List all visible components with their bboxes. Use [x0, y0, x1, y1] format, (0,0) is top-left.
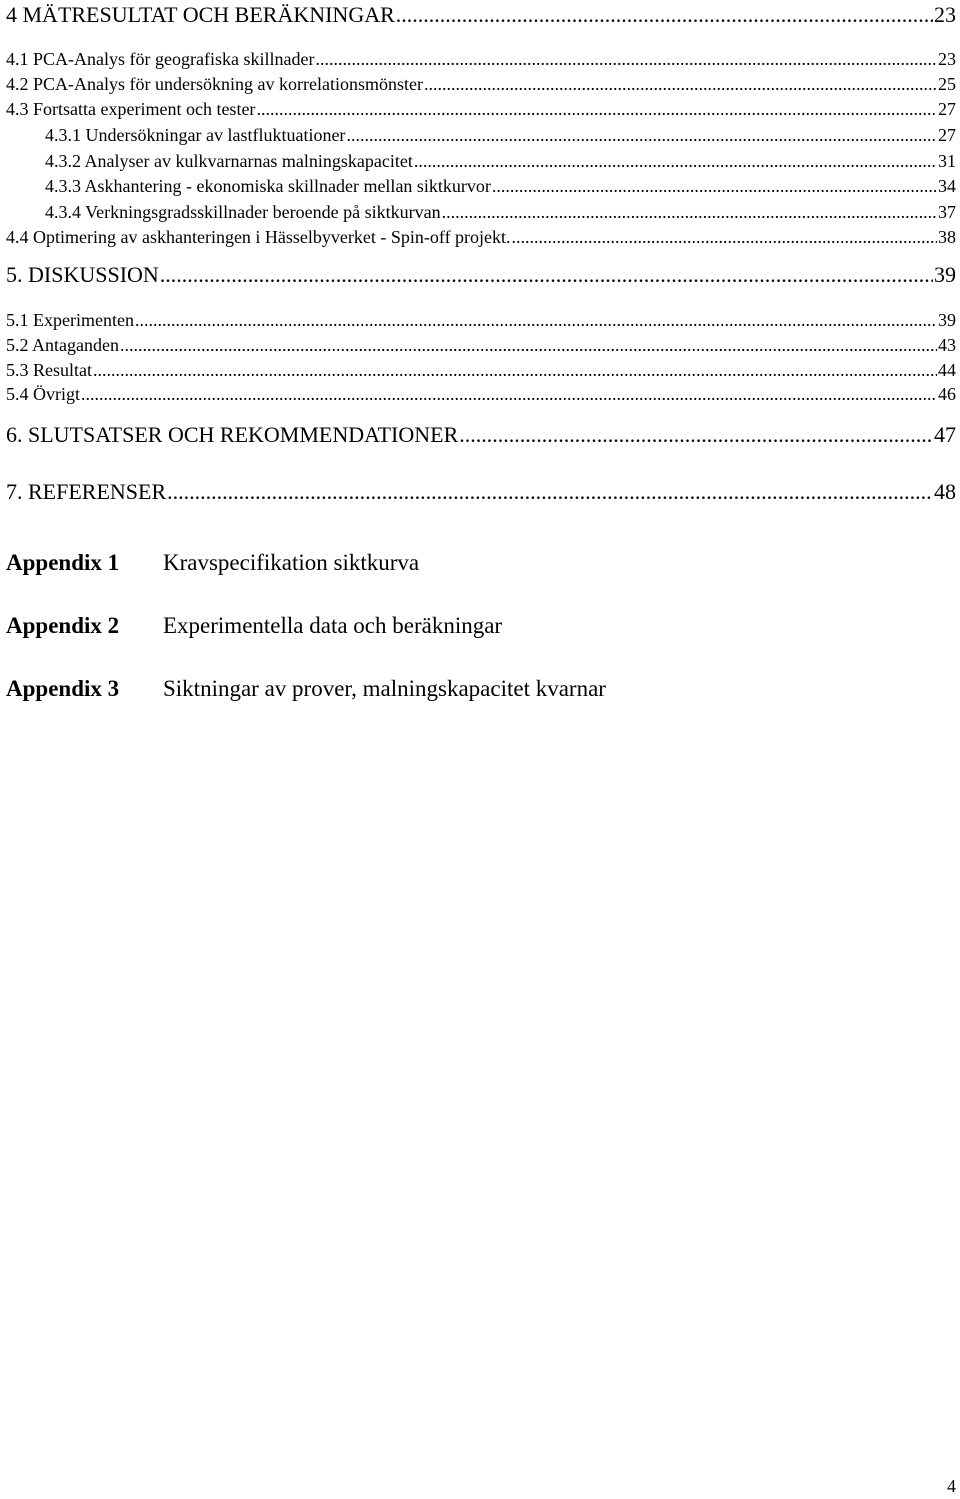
toc-leader — [93, 360, 937, 381]
appendix-label: Appendix 2 — [6, 613, 120, 638]
toc-entry[interactable] — [45, 125, 956, 146]
appendix-row[interactable] — [6, 550, 906, 576]
appendix-label: Appendix 3 — [6, 676, 120, 701]
toc-entry-page: 25 — [938, 74, 956, 94]
toc-entry-page: 46 — [938, 384, 956, 404]
toc-entry-label: 4.3.2 Analyser av kulkvarnarnas malningskapacitet — [45, 151, 413, 171]
toc-entry-label: 4.2 PCA-Analys för undersökning av korrelationsmönster — [6, 74, 423, 94]
toc-entry-page: 27 — [938, 99, 956, 119]
toc-entry[interactable] — [45, 202, 956, 223]
toc-entry-page: 37 — [938, 202, 956, 222]
toc-leader — [256, 99, 937, 120]
toc-entry[interactable] — [6, 227, 956, 248]
toc-leader — [459, 422, 933, 448]
toc-entry-page: 23 — [938, 49, 956, 69]
toc-entry[interactable] — [6, 422, 956, 448]
appendix-title: Experimentella data och beräkningar — [163, 613, 503, 638]
toc-entry[interactable] — [6, 49, 956, 70]
toc-leader — [346, 125, 937, 146]
toc-entry-page: 39 — [938, 310, 956, 330]
appendix-title: Siktningar av prover, malningskapacitet kvarnar — [163, 676, 606, 701]
toc-entry[interactable] — [6, 479, 956, 505]
toc-entry[interactable] — [6, 262, 956, 288]
toc-entry[interactable] — [6, 335, 956, 356]
toc-entry-label: 5. DISKUSSION — [6, 262, 159, 287]
toc-leader — [135, 310, 937, 331]
toc-entry-page: 44 — [938, 360, 956, 380]
toc-entry[interactable] — [6, 99, 956, 120]
toc-entry-label: 4.3.3 Askhantering - ekonomiska skillnader mellan siktkurvor — [45, 176, 491, 196]
toc-leader — [442, 202, 937, 223]
toc-entry[interactable] — [6, 310, 956, 331]
toc-leader — [315, 49, 937, 70]
appendix-label: Appendix 1 — [6, 550, 120, 575]
toc-entry-label: 4.3.1 Undersökningar av lastfluktuationer — [45, 125, 346, 145]
toc-entry-page: 31 — [938, 151, 956, 171]
toc-entry-label: 5.1 Experimenten — [6, 310, 134, 330]
toc-leader — [424, 74, 937, 95]
toc-entry-page: 34 — [938, 176, 956, 196]
toc-entry-label: 4.4 Optimering av askhanteringen i Hässelbyverket - Spin-off projekt. — [6, 227, 511, 247]
toc-entry-label: 6. SLUTSATSER OCH REKOMMENDATIONER — [6, 422, 459, 447]
toc-entry[interactable] — [45, 151, 956, 172]
toc-entry[interactable] — [6, 74, 956, 95]
toc-entry-page: 38 — [938, 227, 956, 247]
toc-entry-page: 47 — [934, 422, 956, 447]
appendix-row[interactable] — [6, 613, 906, 639]
page-number: 4 — [947, 1476, 956, 1496]
toc-leader — [81, 384, 937, 405]
toc-leader — [396, 2, 933, 28]
toc-leader — [160, 262, 933, 288]
toc-entry-label: 4.3.4 Verkningsgradsskillnader beroende på siktkurvan — [45, 202, 441, 222]
toc-entry-label: 4 MÄTRESULTAT OCH BERÄKNINGAR — [6, 2, 395, 27]
toc-entry-page: 48 — [934, 479, 956, 504]
toc-entry[interactable] — [6, 360, 956, 381]
appendix-title: Kravspecifikation siktkurva — [163, 550, 420, 575]
toc-leader — [512, 227, 937, 248]
toc-entry-label: 7. REFERENSER — [6, 479, 167, 504]
toc-entry-page: 43 — [938, 335, 956, 355]
appendix-row[interactable] — [6, 676, 906, 702]
toc-entry-label: 5.4 Övrigt — [6, 384, 80, 404]
toc-entry[interactable] — [45, 176, 956, 197]
toc-entry-page: 39 — [934, 262, 956, 287]
toc-leader — [414, 151, 937, 172]
toc-entry-page: 23 — [934, 2, 956, 27]
toc-entry-label: 4.1 PCA-Analys för geografiska skillnader — [6, 49, 315, 69]
toc-entry[interactable] — [6, 384, 956, 405]
toc-leader — [167, 479, 933, 505]
toc-entry-label: 4.3 Fortsatta experiment och tester — [6, 99, 256, 119]
toc-entry-page: 27 — [938, 125, 956, 145]
toc-entry-label: 5.2 Antaganden — [6, 335, 119, 355]
toc-leader — [492, 176, 937, 197]
toc-entry-label: 5.3 Resultat — [6, 360, 92, 380]
toc-entry[interactable] — [6, 2, 956, 28]
toc-leader — [120, 335, 937, 356]
